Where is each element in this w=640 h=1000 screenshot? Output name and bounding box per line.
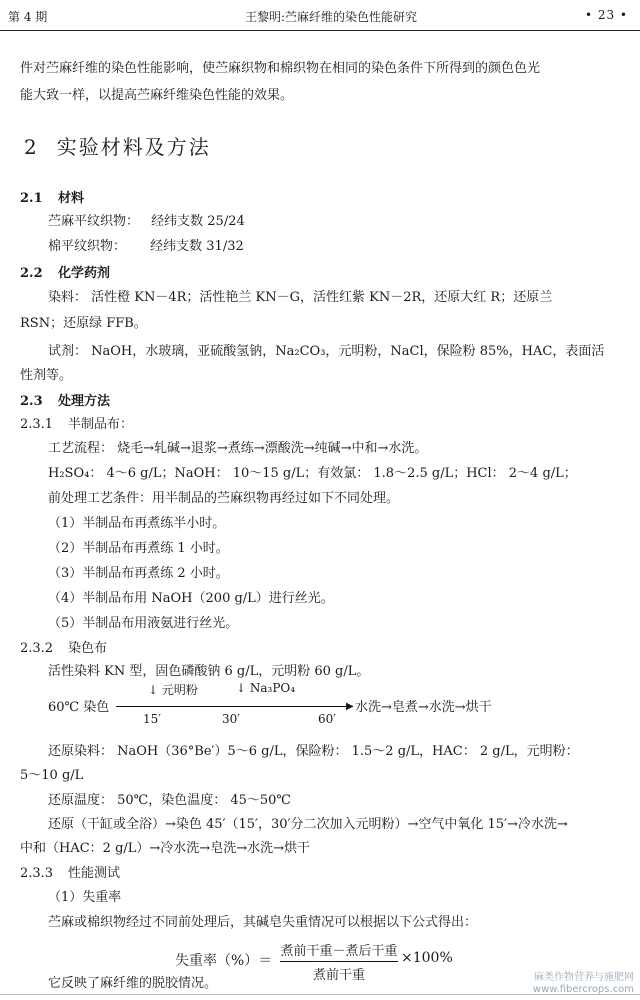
list-item: （5）半制品布用液氨进行丝光。 <box>48 616 239 631</box>
subsection-2-2-title: 化学药剂 <box>58 266 111 281</box>
reagents-line-2: 性剂等。 <box>20 368 73 383</box>
weight-loss-desc: 苎麻或棉织物经过不同前处理后，其碱皂失重情况可以根据以下公式得出： <box>48 915 478 930</box>
subsection-2-2-number: 2.2 <box>20 266 43 281</box>
vat-temperatures: 还原温度： 50℃，染色温度： 45～50℃ <box>48 793 291 808</box>
flow-time-1: 15′ <box>143 712 161 726</box>
arrow-right-icon: ▶ <box>346 701 354 712</box>
material-cotton-label: 棉平纹织物： <box>48 239 127 254</box>
semi-process-flow: 工艺流程： 烧毛→轧碱→退浆→煮练→漂酸洗→纯碱→中和→水洗。 <box>48 441 428 456</box>
formula-numerator: 煮前干重－煮后干重 <box>280 940 398 962</box>
list-item: （4）半制品布用 NaOH（200 g/L）进行丝光。 <box>48 591 334 606</box>
subsection-2-1-number: 2.1 <box>20 191 43 206</box>
formula-lhs: 失重率（%）＝ <box>175 953 273 969</box>
flow-add-na3po4: ↓ Na₃PO₄ <box>236 681 296 695</box>
vat-dye-line-2: 5～10 g/L <box>20 768 84 783</box>
flow-start: 60℃ 染色 <box>48 700 110 715</box>
flow-line <box>116 706 348 707</box>
flow-add-glauber-salt: ↓ 元明粉 <box>148 683 198 697</box>
vat-process-line-1: 还原（干缸或全浴）→染色 45′（15′，30′分二次加入元明粉）→空气中氧化 15′→冷水洗→ <box>48 817 568 832</box>
subsection-2-1-title: 材料 <box>58 191 85 206</box>
dyeing-process-flow <box>48 681 628 728</box>
material-ramie-value: 经纬支数 25/24 <box>151 214 245 229</box>
flow-after-steps: 水洗→皂煮→水洗→烘干 <box>355 700 492 715</box>
section-2-heading <box>24 131 211 160</box>
flow-time-3: 60′ <box>318 712 336 726</box>
subsection-2-3-1-heading <box>20 413 133 432</box>
issue-number: 第 4 期 <box>8 10 48 24</box>
intro-line-1: 件对苎麻纤维的染色性能影响，使苎麻织物和棉织物在相同的染色条件下所得到的颜色色光 <box>20 61 541 76</box>
reactive-dye-conditions: 活性染料 KN 型，固色磷酸钠 6 g/L，元明粉 60 g/L。 <box>48 664 370 679</box>
subsection-2-3-3-title: 性能测试 <box>68 866 121 881</box>
intro-line-2: 能大致一样，以提高苎麻纤维染色性能的效果。 <box>20 88 294 103</box>
running-header <box>0 0 640 31</box>
reagents-line-1: 试剂： NaOH，水玻璃，亚硫酸氢钠，Na₂CO₃，元明粉，NaCl，保险粉 85%，HAC，表面活 <box>48 344 605 359</box>
subsection-2-3-2-title: 染色布 <box>68 641 108 656</box>
list-item: （1）半制品布再煮练半小时。 <box>48 516 226 531</box>
section-2-title: 实验材料及方法 <box>56 135 211 159</box>
watermark-line-1: 麻类作物营养与施肥网 <box>534 972 634 983</box>
subsection-2-3-title: 处理方法 <box>58 394 111 409</box>
vat-dye-line-1: 还原染料： NaOH（36°Be′）5～6 g/L，保险粉： 1.5～2 g/L，HAC： 2 g/L，元明粉： <box>48 744 579 759</box>
material-cotton-value: 经纬支数 31/32 <box>150 239 244 254</box>
test-item-1: （1）失重率 <box>48 890 122 905</box>
dyes-line-1: 染料： 活性橙 KN－4R；活性艳兰 KN－G，活性红紫 KN－2R，还原大红 R；还原兰 <box>48 290 553 305</box>
flow-time-2: 30′ <box>222 712 240 726</box>
dyes-line-2: RSN；还原绿 FFB。 <box>20 316 147 331</box>
page-number: • 23 • <box>584 8 628 22</box>
subsection-2-3-number: 2.3 <box>20 394 43 409</box>
weight-loss-formula <box>175 940 475 983</box>
subsection-2-2-heading <box>20 262 110 281</box>
subsection-2-3-3-heading <box>20 862 120 881</box>
subsection-2-3-2-number: 2.3.2 <box>20 641 54 656</box>
site-watermark <box>533 972 634 996</box>
degumming-note: 它反映了麻纤维的脱胶情况。 <box>48 976 218 991</box>
subsection-2-3-1-title: 半制品布： <box>68 417 134 432</box>
pretreatment-intro: 前处理工艺条件：用半制品的苎麻织物再经过如下不同处理。 <box>48 491 400 506</box>
formula-denominator: 煮前干重 <box>312 968 365 983</box>
list-item: （3）半制品布再煮练 2 小时。 <box>48 566 229 581</box>
material-cotton <box>48 235 244 254</box>
watermark-line-2: www.fibercrops.com <box>532 984 634 995</box>
section-2-number: 2 <box>24 135 39 159</box>
subsection-2-3-2-heading <box>20 637 107 656</box>
subsection-2-1-heading <box>20 187 84 206</box>
subsection-2-3-heading <box>20 390 110 409</box>
formula-rhs: ×100% <box>401 950 453 966</box>
formula-fraction <box>280 940 398 983</box>
semi-conditions: H₂SO₄： 4～6 g/L；NaOH： 10～15 g/L；有效氯： 1.8～2.5 g/L；HCl： 2～4 g/L； <box>48 466 577 481</box>
subsection-2-3-3-number: 2.3.3 <box>20 866 54 881</box>
material-ramie-label: 苎麻平纹织物： <box>48 214 140 229</box>
vat-process-line-2: 中和（HAC：2 g/L）→冷水洗→皂洗→水洗→烘干 <box>20 841 310 856</box>
subsection-2-3-1-number: 2.3.1 <box>20 417 54 432</box>
material-ramie <box>48 210 245 229</box>
running-title: 王黎明:苎麻纤维的染色性能研究 <box>245 10 418 24</box>
list-item: （2）半制品布再煮练 1 小时。 <box>48 541 229 556</box>
